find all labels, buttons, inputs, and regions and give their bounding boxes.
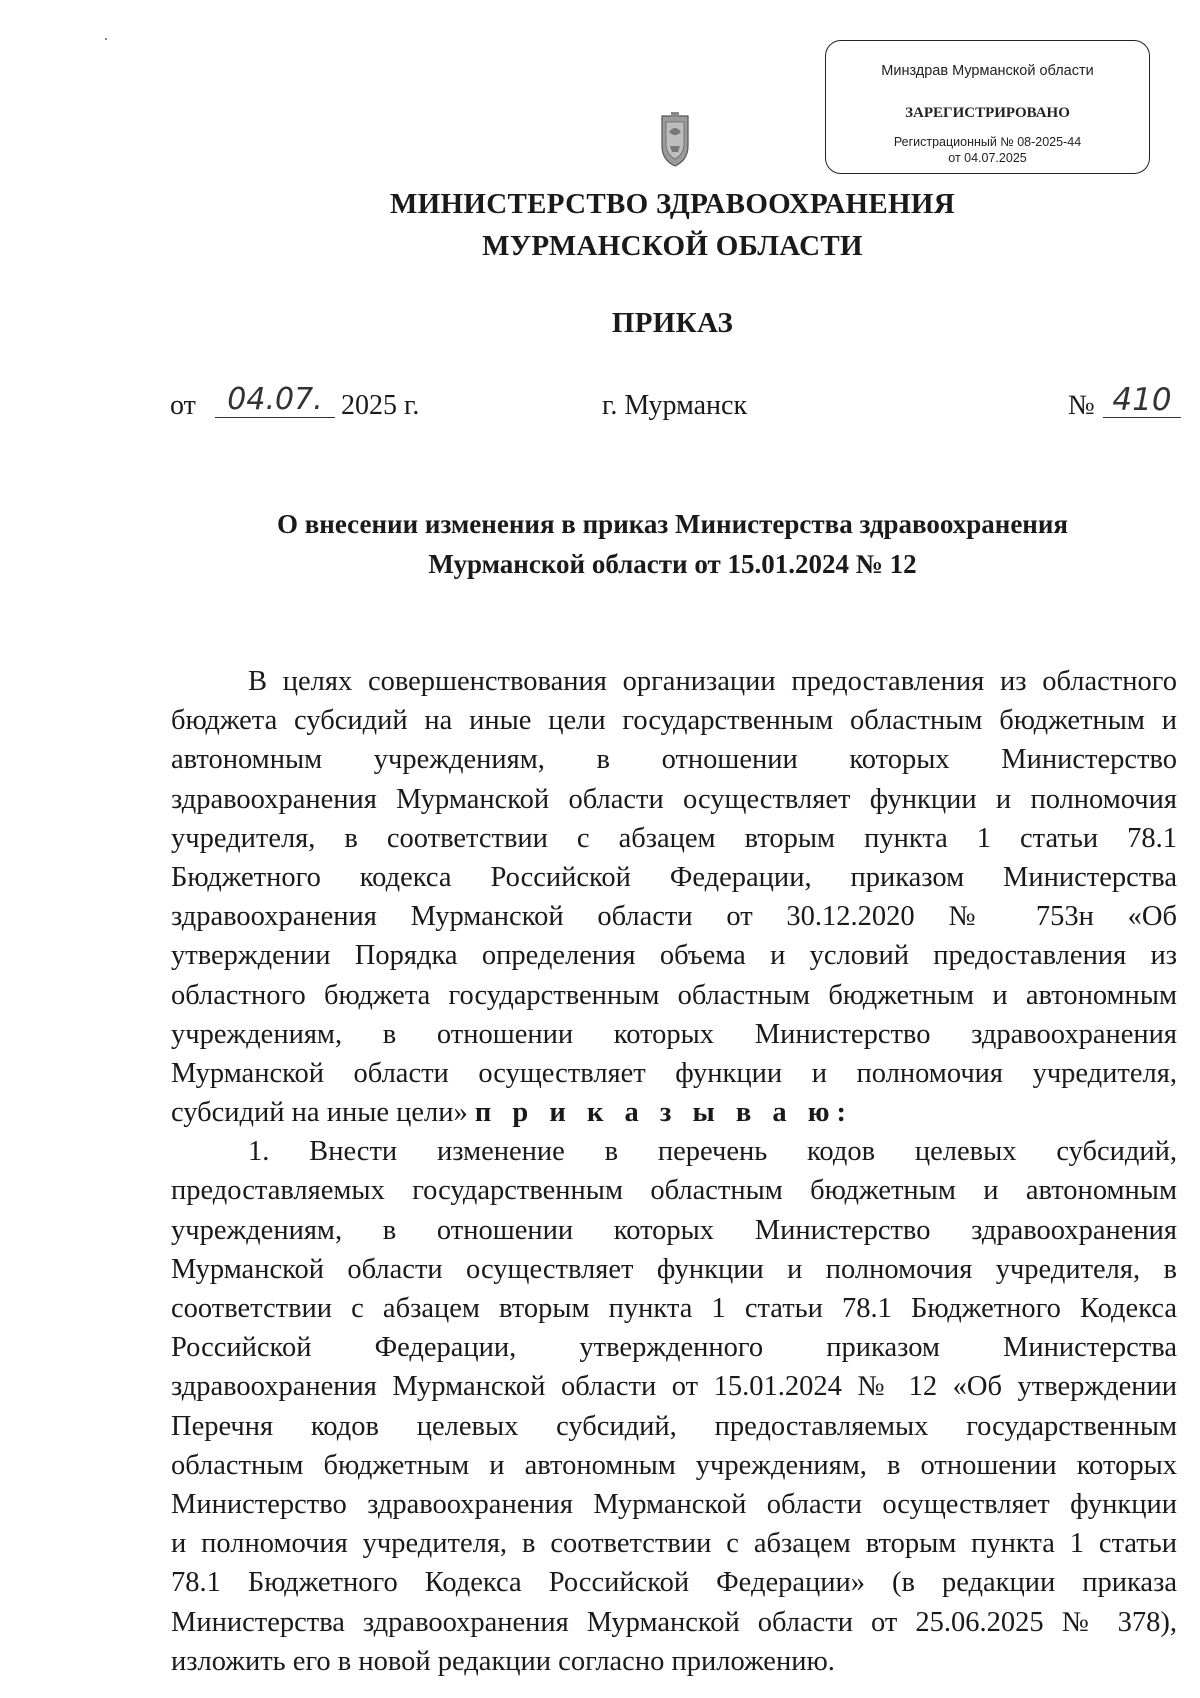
body-line: автономным учреждениям, в отношении которых Министерство bbox=[171, 744, 1177, 776]
body-line: предоставляемых государственным областным бюджетным и автономным bbox=[171, 1175, 1177, 1207]
body-line: учреждениям, в отношении которых Министерство здравоохранения bbox=[171, 1018, 1177, 1050]
body-line: соответствии с абзацем вторым пункта 1 статьи 78.1 Бюджетного Кодекса bbox=[171, 1293, 1177, 1324]
body-line: Бюджетного кодекса Российской Федерации, приказом Министерства bbox=[171, 861, 1177, 893]
coat-of-arms-icon bbox=[656, 112, 694, 168]
body-line: Мурманской области осуществляет функции и полномочия учредителя, bbox=[171, 1057, 1177, 1089]
body-line: утверждении Порядка определения объема и условий предоставления из bbox=[171, 940, 1177, 972]
date-prefix: от bbox=[170, 390, 196, 421]
body-line: областного бюджета государственным областным бюджетным и автономным bbox=[171, 979, 1177, 1011]
body-line bbox=[171, 1093, 1177, 1132]
body-line: изложить его в новой редакции согласно приложению. bbox=[171, 1645, 835, 1677]
ministry-name-line1: МИНИСТЕРСТВО ЗДРАВООХРАНЕНИЯ bbox=[389, 188, 956, 220]
body-line: Перечня кодов целевых субсидий, предоставляемых государственным bbox=[171, 1410, 1177, 1442]
body-line: учреждениям, в отношении которых Министерство здравоохранения bbox=[171, 1214, 1177, 1246]
stamp-organization: Минздрав Мурманской области bbox=[881, 63, 1094, 79]
body-line: В целях совершенствования организации предоставления из областного bbox=[248, 666, 1177, 697]
body-line: Министерства здравоохранения Мурманской области от 25.06.2025 № 378), bbox=[171, 1606, 1177, 1638]
registration-stamp bbox=[825, 40, 1150, 174]
stamp-reg-date: от 04.07.2025 bbox=[948, 151, 1027, 165]
body-line: Мурманской области осуществляет функции и полномочия учредителя, в bbox=[171, 1253, 1177, 1285]
body-line: Министерство здравоохранения Мурманской области осуществляет функции bbox=[171, 1488, 1177, 1520]
handwritten-date: 04.07. bbox=[215, 383, 335, 418]
body-line: здравоохранения Мурманской области осуществляет функции и полномочия bbox=[171, 783, 1177, 815]
stamp-status: ЗАРЕГИСТРИРОВАНО bbox=[905, 105, 1070, 121]
body-line: 1. Внести изменение в перечень кодов целевых субсидий, bbox=[248, 1136, 1177, 1168]
subject-line1: О внесении изменения в приказ Министерства здравоохранения bbox=[276, 509, 1069, 539]
body-line: и полномочия учредителя, в соответствии с абзацем вторым пункта 1 статьи bbox=[171, 1528, 1177, 1560]
handwritten-number: 410 bbox=[1103, 383, 1181, 418]
stamp-reg-number: Регистрационный № 08-2025-44 bbox=[893, 135, 1082, 149]
number-prefix: № bbox=[1068, 390, 1095, 421]
body-line: здравоохранения Мурманской области от 30.12.2020 № 753н «Об bbox=[171, 901, 1177, 933]
date-year: 2025 г. bbox=[341, 390, 420, 421]
ministry-name-line2: МУРМАНСКОЙ ОБЛАСТИ bbox=[482, 230, 863, 262]
city-name: г. Мурманск bbox=[602, 390, 748, 421]
scan-speck bbox=[105, 38, 107, 40]
document-type-title: ПРИКАЗ bbox=[611, 307, 734, 339]
body-line: областным бюджетным и автономным учреждениям, в отношении которых bbox=[171, 1449, 1177, 1481]
body-line-text: субсидий на иные цели» bbox=[171, 1097, 468, 1129]
body-line: бюджета субсидий на иные цели государственным областным бюджетным и bbox=[171, 705, 1177, 737]
order-word: п р и к а з ы в а ю: bbox=[474, 1097, 853, 1129]
body-line: учредителя, в соответствии с абзацем вторым пункта 1 статьи 78.1 bbox=[171, 822, 1177, 854]
order-body bbox=[171, 662, 1177, 1681]
body-line: 78.1 Бюджетного Кодекса Российской Федерации» (в редакции приказа bbox=[171, 1567, 1177, 1599]
subject-line2: Мурманской области от 15.01.2024 № 12 bbox=[428, 549, 917, 579]
body-line: здравоохранения Мурманской области от 15.01.2024 № 12 «Об утверждении bbox=[171, 1371, 1177, 1403]
stamp-registration-info bbox=[826, 134, 1149, 166]
body-line: Российской Федерации, утвержденного приказом Министерства bbox=[171, 1332, 1177, 1364]
